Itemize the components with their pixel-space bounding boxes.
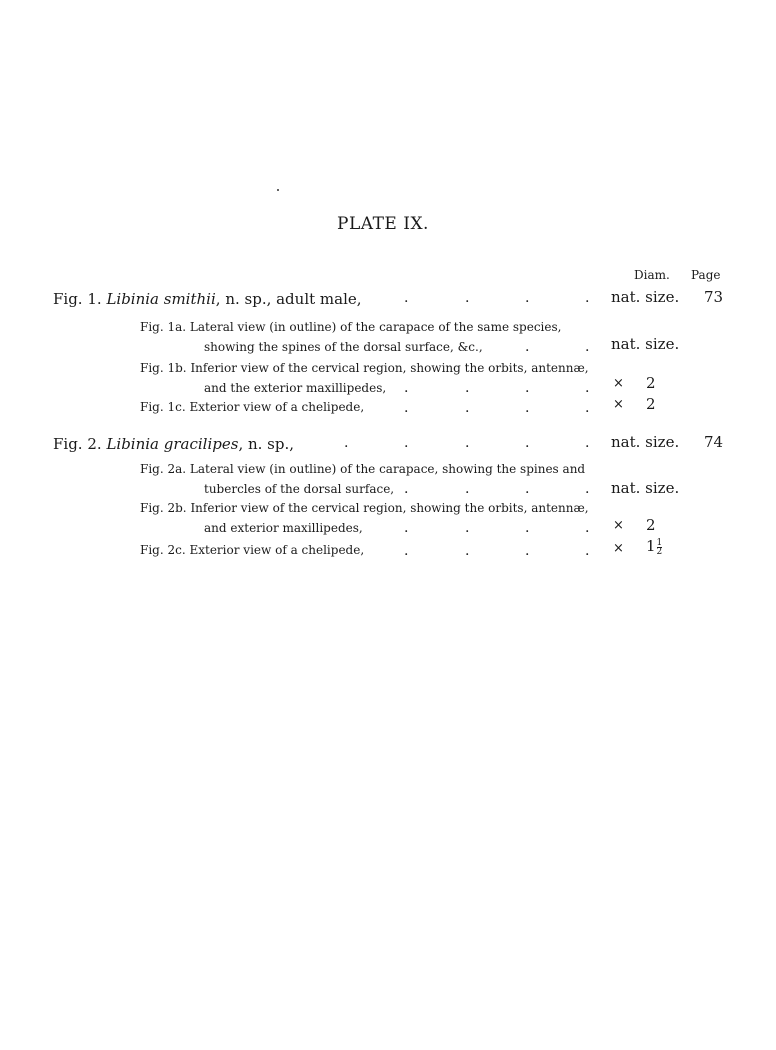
diam-column-header: Diam. <box>634 268 670 282</box>
page-column-header: Page <box>691 268 721 282</box>
fig2a-text2: tubercles of the dorsal surface, <box>204 482 395 496</box>
fig2c-label: Fig. 2c. <box>140 543 186 557</box>
fig2c-text1: Exterior view of a chelipede, <box>189 543 365 557</box>
fig2-species: Libinia gracilipes <box>106 435 239 453</box>
fig2b-diam: 2 <box>646 516 656 534</box>
leader-dot: . <box>525 481 530 497</box>
leader-dot: . <box>465 543 470 559</box>
plate-title: PLATE IX. <box>337 214 429 234</box>
leader-dot: . <box>525 435 530 451</box>
leader-dot: . <box>525 520 530 536</box>
fig1b-text1: Inferior view of the cervical region, showing the orbits, antennæ, <box>190 361 589 375</box>
fig1-species: Libinia smithii <box>106 290 216 308</box>
multiply-icon: × <box>613 397 624 412</box>
leader-dot: . <box>404 520 409 536</box>
leader-dot: . <box>585 290 590 306</box>
fig1a-label: Fig. 1a. <box>140 320 187 334</box>
fig2b-text1: Inferior view of the cervical region, showing the orbits, antennæ, <box>190 501 589 515</box>
fig1-page: 73 <box>704 288 724 306</box>
fig2b-label: Fig. 2b. <box>140 501 187 515</box>
fig2a-diam: nat. size. <box>611 479 680 497</box>
fig1c-line1 <box>140 400 364 414</box>
fig2a-label: Fig. 2a. <box>140 462 187 476</box>
leader-dot: . <box>404 435 409 451</box>
leader-dot: . <box>344 435 349 451</box>
leader-dot: . <box>585 339 590 355</box>
fig1b-diam: 2 <box>646 374 656 392</box>
fig1a-text1: Lateral view (in outline) of the carapace of the same species, <box>189 320 562 334</box>
leader-dot: . <box>525 290 530 306</box>
leader-dot: . <box>404 380 409 396</box>
fig1b-line1 <box>140 361 589 375</box>
leader-dot: . <box>525 543 530 559</box>
fig1-entry <box>53 290 362 308</box>
fig1a-text2: showing the spines of the dorsal surface, &c., <box>204 340 483 354</box>
fig2c-diam-whole: 1 <box>646 537 656 555</box>
fig1b-label: Fig. 1b. <box>140 361 187 375</box>
fig1-label: Fig. 1. <box>53 290 102 308</box>
leader-dot: . <box>404 290 409 306</box>
fraction-numerator: 1 <box>656 537 663 548</box>
leader-dot: . <box>585 543 590 559</box>
leader-dot: . <box>465 435 470 451</box>
leader-dot: . <box>585 435 590 451</box>
leader-dot: . <box>465 380 470 396</box>
fig1a-diam: nat. size. <box>611 335 680 353</box>
fig1-desc: , n. sp., adult male, <box>215 290 362 308</box>
fig2a-text1: Lateral view (in outline) of the carapace, showing the spines and <box>189 462 586 476</box>
fig1-diam: nat. size. <box>611 288 680 306</box>
leader-dot: . <box>404 481 409 497</box>
fig2-page: 74 <box>704 433 724 451</box>
fig2-desc: , n. sp., <box>238 435 295 453</box>
leader-dot: . <box>525 380 530 396</box>
fig1b-text2: and the exterior maxillipedes, <box>204 381 387 395</box>
fig1c-diam: 2 <box>646 395 656 413</box>
fig2-diam: nat. size. <box>611 433 680 451</box>
fig2a-line1 <box>140 462 585 476</box>
multiply-icon: × <box>613 376 624 391</box>
fig2b-line1 <box>140 501 589 515</box>
leader-dot: . <box>585 380 590 396</box>
leader-dot: . <box>465 400 470 416</box>
multiply-icon: × <box>613 541 624 556</box>
fig1a-line1 <box>140 320 561 334</box>
leader-dot: . <box>525 339 530 355</box>
fraction-denominator: 2 <box>656 546 663 557</box>
fig2-label: Fig. 2. <box>53 435 102 453</box>
fig2c-diam-fraction <box>657 539 663 556</box>
fig2c-diam <box>646 537 662 556</box>
fig1c-label: Fig. 1c. <box>140 400 186 414</box>
multiply-icon: × <box>613 518 624 533</box>
leader-dot: . <box>404 400 409 416</box>
leader-dot: . <box>525 400 530 416</box>
leader-dot: . <box>465 520 470 536</box>
leader-dot: . <box>585 481 590 497</box>
leader-dot: . <box>585 520 590 536</box>
leader-dot: . <box>404 543 409 559</box>
fig2b-text2: and exterior maxillipedes, <box>204 521 363 535</box>
fig2c-line1 <box>140 543 364 557</box>
leader-dot: . <box>465 481 470 497</box>
fig1c-text1: Exterior view of a chelipede, <box>189 400 365 414</box>
leader-dot: . <box>585 400 590 416</box>
leader-dot: . <box>465 290 470 306</box>
fig2-entry <box>53 435 294 453</box>
page-speck <box>277 189 279 191</box>
